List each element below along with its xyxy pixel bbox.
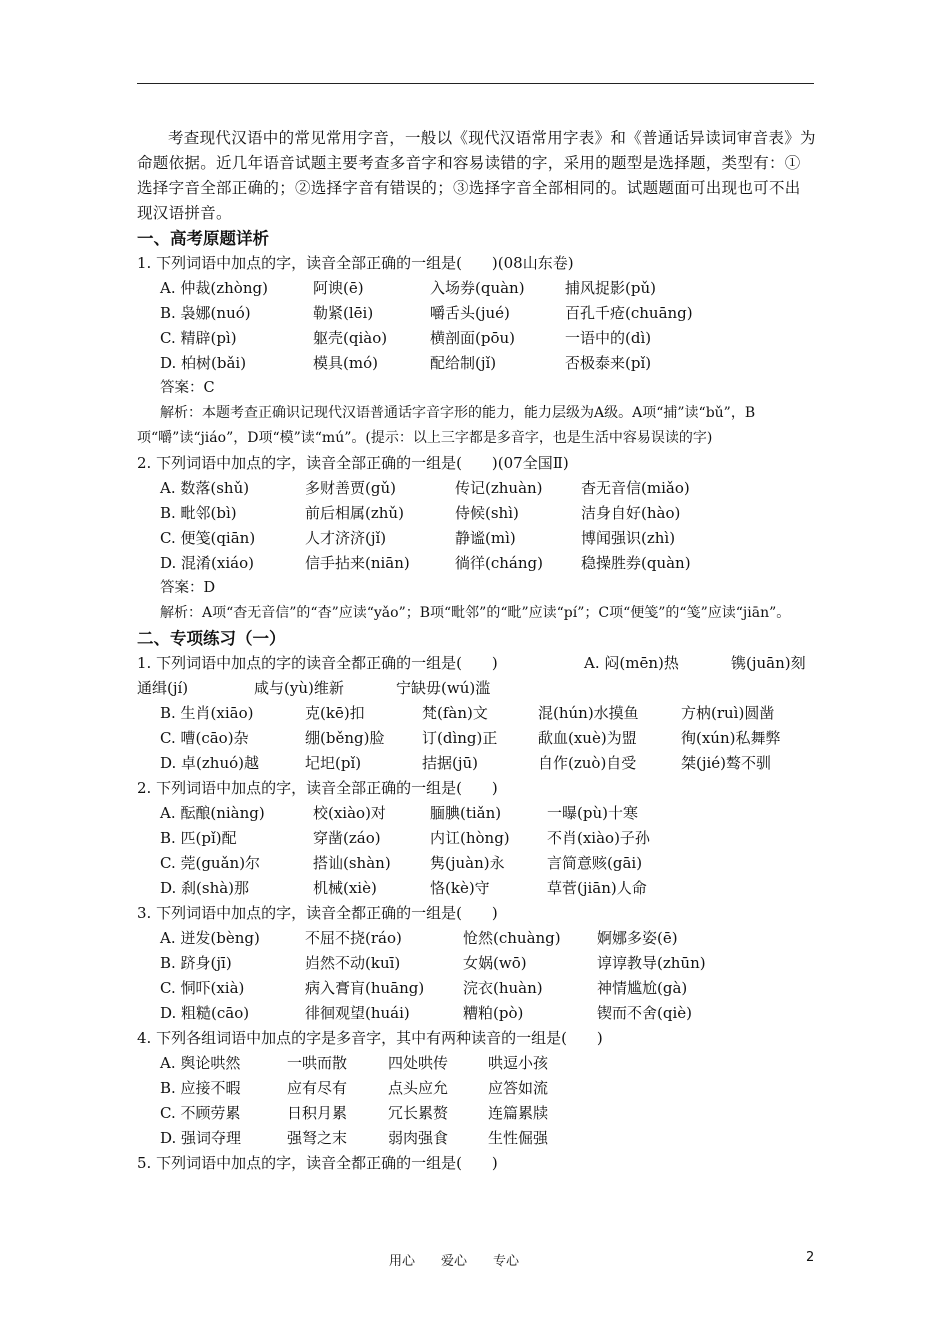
option-row bbox=[137, 1076, 816, 1101]
option-item: 横剖面(pōu) bbox=[430, 329, 515, 347]
option-item: 应有尽有 bbox=[287, 1079, 348, 1097]
option-item: 圮圯(pǐ) bbox=[305, 754, 362, 772]
option-item: 腼腆(tiǎn) bbox=[430, 804, 502, 822]
question-stem bbox=[137, 651, 816, 676]
question-stem: 4. 下列各组词语中加点的字是多音字，其中有两种读音的一组是( ) bbox=[137, 1029, 603, 1047]
option-item: 弱肉强食 bbox=[388, 1129, 449, 1147]
option-item: 言简意赅(gāi) bbox=[547, 854, 643, 872]
option-row bbox=[137, 726, 816, 751]
section-title-2: 二、专项练习（一） bbox=[137, 629, 286, 648]
question-stem: 1. 下列词语中加点的字，读音全部正确的一组是( )(08山东卷) bbox=[137, 254, 574, 272]
answer-line: 答案：C bbox=[160, 380, 215, 396]
option-item: 绷(běng)脸 bbox=[305, 729, 385, 747]
option-row bbox=[137, 676, 816, 701]
option-item: 校(xiào)对 bbox=[313, 804, 386, 822]
option-item: 阿谀(ē) bbox=[313, 279, 364, 297]
option-item: D. 柏树(bǎi) bbox=[160, 354, 247, 372]
option-row bbox=[137, 701, 816, 726]
question-stem: 2. 下列词语中加点的字，读音全部正确的一组是( ) bbox=[137, 779, 498, 797]
option-item: 自作(zuò)自受 bbox=[538, 754, 637, 772]
option-item: 浣衣(huàn) bbox=[463, 979, 543, 997]
option-item: 混(hún)水摸鱼 bbox=[538, 704, 639, 722]
intro-paragraph: 考查现代汉语中的常见常用字音，一般以《现代汉语常用字表》和《普通话异读词审音表》为命题依据。近几年语音试题主要考查多音字和容易读错的字，采用的题型是选择题，类型有：①选择字音全部正确的；②选择字音有错误的；③选择字音全部相同的。试题题面可出现也可不出现汉语拼音。 bbox=[137, 129, 816, 222]
analysis-paragraph: 解析：A项“杳无音信”的“杳”应读“yǎo”；B项“毗邻”的“毗”应读“pí”；C项“便笺”的“笺”应读“jiān”。 bbox=[160, 605, 791, 621]
answer-line: 答案：D bbox=[160, 580, 216, 596]
option-item: A. 闷(mēn)热 bbox=[584, 654, 679, 672]
option-row bbox=[137, 526, 816, 551]
option-item: 内讧(hòng) bbox=[430, 829, 510, 847]
option-item: 机械(xiè) bbox=[313, 879, 377, 897]
option-item: 入场券(quàn) bbox=[430, 279, 525, 297]
option-item: 传记(zhuàn) bbox=[455, 479, 543, 497]
option-item: 否极泰来(pǐ) bbox=[565, 354, 652, 372]
page-number: 2 bbox=[806, 1250, 815, 1265]
option-item: 杳无音信(miǎo) bbox=[581, 479, 690, 497]
document-body bbox=[137, 126, 816, 1176]
option-item: 搭讪(shàn) bbox=[313, 854, 391, 872]
option-item: A. 酝酿(niàng) bbox=[160, 804, 265, 822]
analysis-paragraph: 解析：本题考查正确识记现代汉语普通话字音字形的能力，能力层级为A级。A项“捕”读“bǔ”，B项“嚼”读“jiáo”，D项“模”读“mú”。(提示：以上三字都是多音字，也是生活中容易误读的字) bbox=[137, 405, 756, 446]
option-item: 点头应允 bbox=[388, 1079, 449, 1097]
option-item: 徇(xún)私舞弊 bbox=[681, 729, 781, 747]
option-item: D. 混淆(xiáo) bbox=[160, 554, 254, 572]
option-item: 咸与(yù)维新 bbox=[254, 679, 344, 697]
option-item: 梵(fàn)文 bbox=[422, 704, 488, 722]
option-item: 不肖(xiào)子孙 bbox=[547, 829, 650, 847]
option-row bbox=[137, 1051, 816, 1076]
option-item: 应答如流 bbox=[488, 1079, 549, 1097]
option-item: 不屈不挠(ráo) bbox=[305, 929, 402, 947]
option-item: 糟粕(pò) bbox=[463, 1004, 524, 1022]
option-item: A. 数落(shǔ) bbox=[160, 479, 250, 497]
option-row bbox=[137, 801, 816, 826]
option-item: 侍候(shì) bbox=[455, 504, 519, 522]
question-stem: 3. 下列词语中加点的字，读音全都正确的一组是( ) bbox=[137, 904, 498, 922]
option-item: 拮据(jū) bbox=[422, 754, 479, 772]
option-item: C. 精辟(pì) bbox=[160, 329, 237, 347]
option-item: 生性倔强 bbox=[488, 1129, 549, 1147]
option-item: 躯壳(qiào) bbox=[313, 329, 388, 347]
option-row bbox=[137, 1101, 816, 1126]
option-item: 静谧(mì) bbox=[455, 529, 516, 547]
option-item: 徜徉(cháng) bbox=[455, 554, 543, 572]
option-item: D. 强词夺理 bbox=[160, 1129, 242, 1147]
option-row bbox=[137, 926, 816, 951]
option-item: 洁身自好(hào) bbox=[581, 504, 681, 522]
question-stem: 2. 下列词语中加点的字，读音全部正确的一组是( )(07全国Ⅱ) bbox=[137, 454, 569, 472]
option-row bbox=[137, 976, 816, 1001]
option-item: 岿然不动(kuī) bbox=[305, 954, 401, 972]
option-row bbox=[137, 851, 816, 876]
option-row bbox=[137, 1001, 816, 1026]
option-item: 一哄而散 bbox=[287, 1054, 348, 1072]
option-row bbox=[137, 301, 816, 326]
option-item: D. 刹(shà)那 bbox=[160, 879, 250, 897]
footer-motto: 用心 爱心 专心 bbox=[389, 1254, 520, 1269]
option-item: D. 粗糙(cāo) bbox=[160, 1004, 250, 1022]
option-item: 病入膏肓(huāng) bbox=[305, 979, 425, 997]
option-item: 强弩之末 bbox=[287, 1129, 348, 1147]
option-row bbox=[137, 551, 816, 576]
option-item: 一曝(pù)十寒 bbox=[547, 804, 638, 822]
option-item: 订(dìng)正 bbox=[422, 729, 498, 747]
option-item: 女娲(wō) bbox=[463, 954, 527, 972]
option-item: 恪(kè)守 bbox=[430, 879, 490, 897]
option-item: 神情尴尬(gà) bbox=[597, 979, 688, 997]
option-item: 勒紧(lēi) bbox=[313, 304, 374, 322]
option-item: 隽(juàn)永 bbox=[430, 854, 505, 872]
option-row bbox=[137, 751, 816, 776]
option-item: C. 恫吓(xià) bbox=[160, 979, 245, 997]
option-item: 穿凿(záo) bbox=[313, 829, 381, 847]
option-item: 配给制(jǐ) bbox=[430, 354, 497, 372]
option-item: 锲而不舍(qiè) bbox=[597, 1004, 692, 1022]
option-item: 谆谆教导(zhūn) bbox=[597, 954, 706, 972]
option-item: 歃血(xuè)为盟 bbox=[538, 729, 637, 747]
option-row bbox=[137, 276, 816, 301]
option-item: 模具(mó) bbox=[313, 354, 378, 372]
option-item: 人才济济(jǐ) bbox=[305, 529, 387, 547]
option-item: D. 卓(zhuó)越 bbox=[160, 754, 259, 772]
option-item: 宁缺毋(wú)滥 bbox=[396, 679, 491, 697]
option-item: 克(kē)扣 bbox=[305, 704, 365, 722]
option-row bbox=[137, 476, 816, 501]
option-row bbox=[137, 826, 816, 851]
option-item: B. 匹(pǐ)配 bbox=[160, 829, 237, 847]
option-item: 日积月累 bbox=[287, 1104, 348, 1122]
section-title-1: 一、高考原题详析 bbox=[137, 229, 269, 248]
option-row bbox=[137, 501, 816, 526]
option-item: B. 袅娜(nuó) bbox=[160, 304, 251, 322]
option-item: 冗长累赘 bbox=[388, 1104, 449, 1122]
option-item: 徘徊观望(huái) bbox=[305, 1004, 410, 1022]
option-item: 怆然(chuàng) bbox=[463, 929, 561, 947]
option-item: C. 莞(guǎn)尔 bbox=[160, 854, 261, 872]
option-item: C. 不顾劳累 bbox=[160, 1104, 241, 1122]
option-item: 一语中的(dì) bbox=[565, 329, 652, 347]
option-item: 草菅(jiān)人命 bbox=[547, 879, 647, 897]
option-item: A. 仲裁(zhòng) bbox=[160, 279, 268, 297]
option-item: 百孔千疮(chuāng) bbox=[565, 304, 693, 322]
question-stem-text: 1. 下列词语中加点的字的读音全都正确的一组是( ) bbox=[137, 654, 498, 672]
option-item: B. 生肖(xiāo) bbox=[160, 704, 254, 722]
option-item: 多财善贾(gǔ) bbox=[305, 479, 396, 497]
option-item: 博闻强识(zhì) bbox=[581, 529, 676, 547]
option-item: 婀娜多姿(ē) bbox=[597, 929, 678, 947]
option-row bbox=[137, 951, 816, 976]
option-item: 连篇累牍 bbox=[488, 1104, 549, 1122]
option-item: 桀(jié)骜不驯 bbox=[681, 754, 772, 772]
option-item: B. 应接不暇 bbox=[160, 1079, 241, 1097]
option-item: A. 迸发(bèng) bbox=[160, 929, 260, 947]
option-item: A. 舆论哄然 bbox=[160, 1054, 241, 1072]
option-row bbox=[137, 1126, 816, 1151]
question-stem: 5. 下列词语中加点的字，读音全都正确的一组是( ) bbox=[137, 1154, 498, 1172]
option-row bbox=[137, 326, 816, 351]
option-row bbox=[137, 351, 816, 376]
option-item: B. 跻身(jī) bbox=[160, 954, 232, 972]
option-item: C. 便笺(qiān) bbox=[160, 529, 256, 547]
option-item: 方枘(ruì)圆凿 bbox=[681, 704, 775, 722]
option-item: 稳操胜券(quàn) bbox=[581, 554, 691, 572]
option-item: 镌(juān)刻 bbox=[731, 654, 806, 672]
option-item: 捕风捉影(pǔ) bbox=[565, 279, 656, 297]
option-item: 嚼舌头(jué) bbox=[430, 304, 510, 322]
option-item: 前后相属(zhǔ) bbox=[305, 504, 404, 522]
option-item: C. 嘈(cāo)杂 bbox=[160, 729, 249, 747]
option-row bbox=[137, 876, 816, 901]
option-item: 四处哄传 bbox=[388, 1054, 449, 1072]
option-item: 通缉(jí) bbox=[137, 679, 189, 697]
option-item: B. 毗邻(bì) bbox=[160, 504, 237, 522]
option-item: 哄逗小孩 bbox=[488, 1054, 549, 1072]
option-item: 信手拈来(niān) bbox=[305, 554, 410, 572]
header-rule bbox=[137, 83, 814, 84]
